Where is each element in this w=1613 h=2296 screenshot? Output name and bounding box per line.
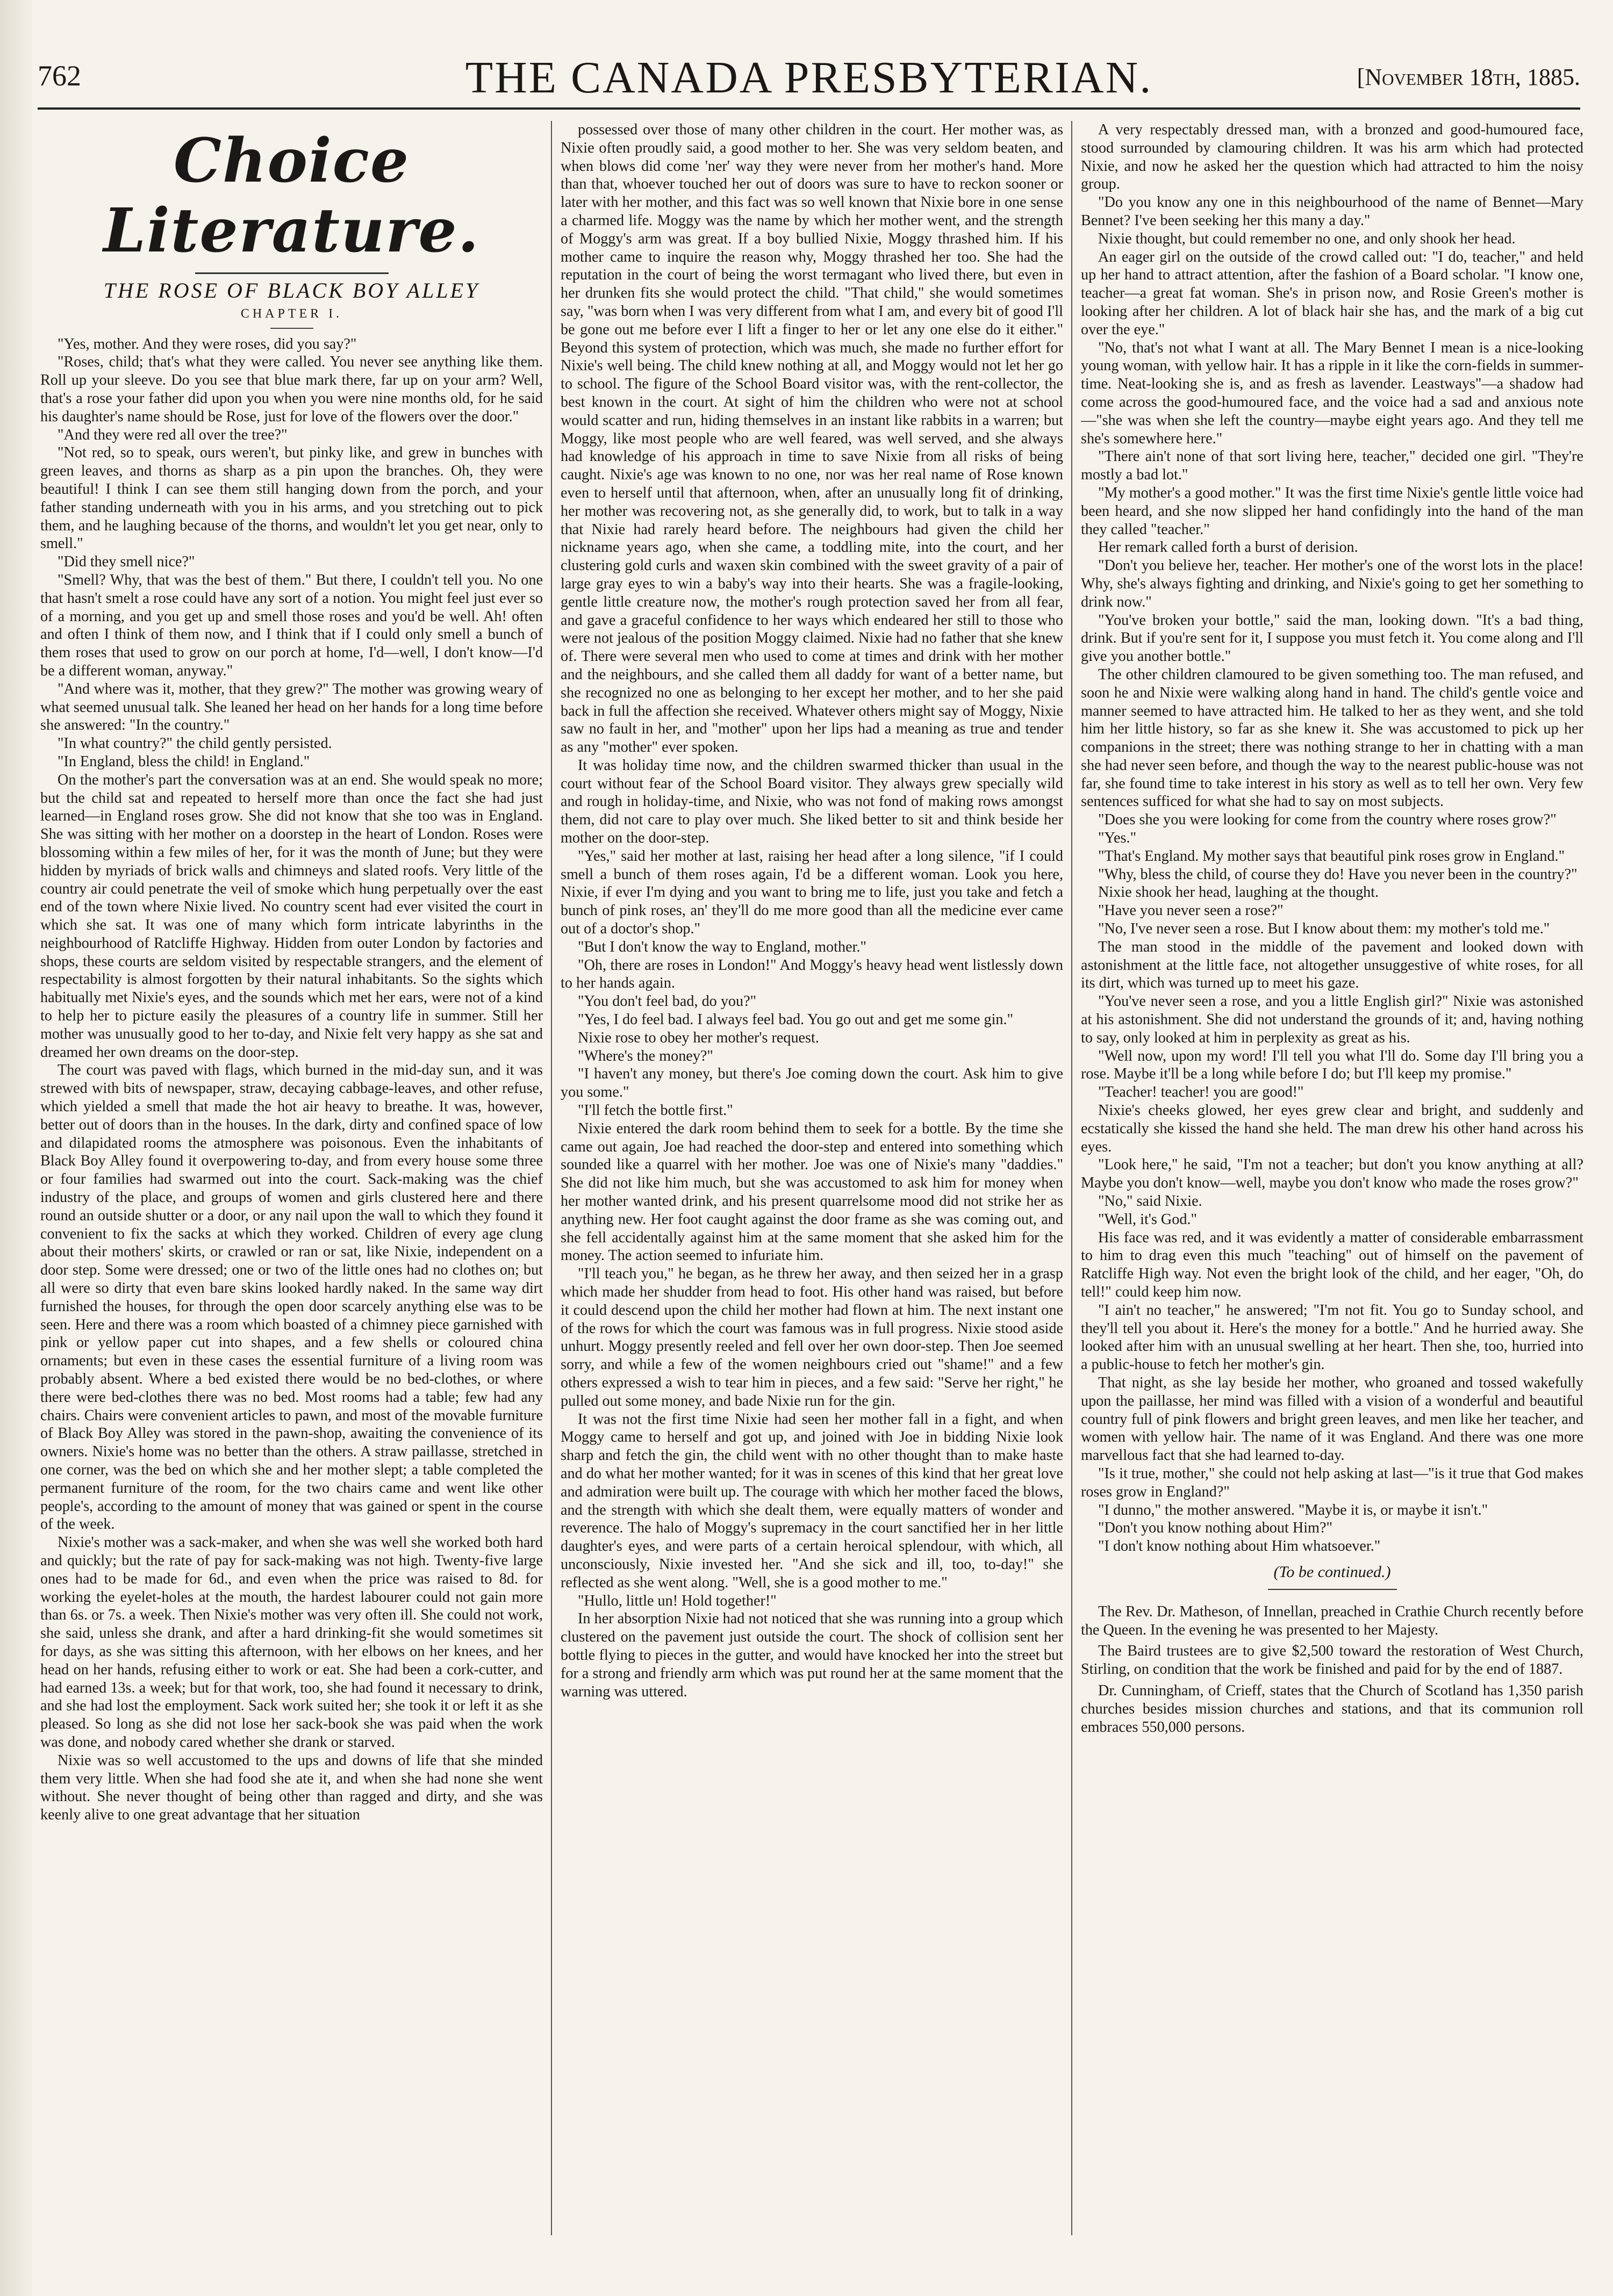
paragraph: "But I don't know the way to England, mother." [578,938,866,955]
paragraph: "Do you know any one in this neighbourhood of the name of Bennet—Mary Bennet? I've been seeking her this many a day." [1081,194,1583,229]
paragraph: "I don't know nothing about Him whatsoever." [1098,1538,1381,1555]
paragraph: "Where's the money?" [578,1047,713,1064]
column-3 [1081,121,1583,2246]
column-2 [561,121,1063,2246]
page-spine-shadow [0,0,32,2296]
page-number: 762 [38,60,81,92]
paragraph: A very respectably dressed man, with a bronzed and good-humoured face, stood surrounded by clamouring children. It was his arm which had protected Nixie, and now he asked her the question which had attracted to him the noisy group. [1081,121,1583,193]
paragraph: "Not red, so to speak, ours weren't, but pinky like, and grew in bunches with green leaves, and thorns as sharp as a pin upon the branches. Oh, they were beautiful! I think I can see them still hanging down from the porch, and your father standing underneath with you in his arms, and you stretching out to pick them, and he laughing because of the thorns, and wouldn't let you get near, only to smell." [40,444,543,552]
paragraph: "Look here," he said, "I'm not a teacher; but don't you know anything at all? Maybe you don't know—well, maybe you don't know who made the roses grow?" [1081,1156,1583,1192]
news-item: The Baird trustees are to give $2,500 toward the restoration of West Church, Stirling, on condition that the work be finished and paid for by the end of 1887. [1081,1643,1583,1678]
paragraph: Nixie's mother was a sack-maker, and when she was well she worked both hard and quickly; but the rate of pay for sack-making was not high. Twenty-five large ones had to be made for 6d., and even when the price was raised to 8d. for working the eyelet-holes at the mouth, the hardest labourer could not gain more than 6s. or 7s. a week. Then Nixie's mother was very often ill. She could not work, she said, unless she drank, and after a hard drinking-fit she would sometimes sit for days, as she was sitting this afternoon, with her elbows on her knees, and her head on her hands, refusing either to work or eat. She had been a cork-cutter, and had earned 13s. a week; but for that work, too, she had found it necessary to drink, and she had lost the employment. Sack work suited her; she took it or left it as she pleased. So long as she did not lose her sack-book she was paid when the work was done, and nobody cared whether she drank or starved. [40,1534,543,1751]
column-3-text [1081,121,1583,1556]
paragraph: "My mother's a good mother." It was the first time Nixie's gentle little voice had been heard, and she now slipped her hand confidingly into the hand of the man they called "teacher." [1081,484,1583,538]
paragraph: His face was red, and it was evidently a matter of considerable embarrassment to him to drag even this much "teaching" out of himself on the pavement of Ratcliffe High way. Not even the bright look of the child, and her eager, "Oh, do tell!" could keep him now. [1081,1229,1583,1300]
paragraph: "Roses, child; that's what they were called. You never see anything like them. Roll up your sleeve. Do you see that blue mark there, far up on your arm? Well, that's a rose your father did upon you when you were nine months old, for he said his daughter's name should be Rose, just for love of the flowers over the door." [40,354,543,425]
column-rule-2 [1071,121,1072,2235]
paragraph: "I'll fetch the bottle first." [578,1102,733,1119]
paragraph: "You've broken your bottle," said the man, looking down. "It's a bad thing, drink. But if you're sent for it, I suppose you must fetch it. You come along and I'll give you another bottle." [1081,611,1583,665]
paragraph: It was not the first time Nixie had seen her mother fall in a fight, and when Moggy came to herself and got up, and joined with Joe in bidding Nixie look sharp and fetch the gin, the child went with no other thought than to make haste and do what her mother wanted; for it was in scenes of this kind that her great love and admiration were built up. The courage with which her mother faced the blows, and the strength with which she dealt them, were equally matters of wonder and reverence. The halo of Moggy's supremacy in the court sanctified her in her little daughter's eyes, and were parts of a certain heroical splendour, with which, all unconsciously, Nixie invested her. "And she sick and ill, too, to-day!" she reflected as she went along. "Well, she is a good mother to me." [561,1410,1063,1591]
page-header [38,48,1580,110]
paragraph: "Smell? Why, that was the best of them." But there, I couldn't tell you. No one that hasn't smelt a rose could have any sort of a notion. You might feel just ever so of a morning, and you get up and smell those roses and you'd be well. Ah! often and often I think of them now, and I think that if I could only smell a bunch of them roses that used to grow on our porch at home, I'd—well, I don't know—I'd be a different woman, anyway." [40,571,543,679]
chapter-heading: CHAPTER I. [40,305,543,329]
paragraph: "In England, bless the child! in England." [58,753,310,770]
paragraph: Nixie rose to obey her mother's request. [578,1029,819,1046]
paragraph: "Teacher! teacher! you are good!" [1098,1084,1304,1101]
paragraph: "No, I've never seen a rose. But I know about them: my mother's told me." [1098,920,1550,938]
paragraph: Her remark called forth a burst of derision. [1098,539,1358,556]
column-2-text [561,121,1063,1701]
paragraph: Nixie shook her head, laughing at the thought. [1098,884,1379,901]
paragraph: "I ain't no teacher," he answered; "I'm not fit. You go to Sunday school, and they'll tell you about it. Here's the money for a bottle." And he hurried away. She looked after him with an unusual swelling at her heart. Then she, too, hurried into a public-house to fetch her mother's gin. [1081,1301,1583,1373]
news-divider [1268,1589,1397,1590]
paragraph: "No," said Nixie. [1098,1193,1202,1210]
paragraph: "I dunno," the mother answered. "Maybe it is, or maybe it isn't." [1098,1501,1488,1518]
paragraph: possessed over those of many other children in the court. Her mother was, as Nixie often proudly said, a good mother to her. She was very seldom beaten, and when blows did come 'ner' way they were never from her mother's hand. More than that, whoever touched her out of doors was sure to have to reckon sooner or later with her mother, and this fact was so well known that Nixie bore in one sense a charmed life. Moggy was the name by which her mother went, and the strength of Moggy's arm was great. If a boy bullied Nixie, Moggy thrashed him. If his mother came to inquire the reason why, Moggy thrashed her too. She had the reputation in the court of being the worst termagant who lived there, but even in her drunken fits she would protect the child. "That child," she would sometimes say, "was born when I was very different from what I am, and every bit of good I'll be gone out me before ever I lift a finger to her or let any one else do it either." Beyond this system of protection, which was much, she made no further effort for Nixie's well being. The child knew nothing at all, and Moggy would not let her go to school. The figure of the School Board visitor was, with the rent-collector, the best known in the court. At sight of him the children who were not at school would scatter and run, hiding themselves in an instant like rabbits in a warren; but Moggy, like most people who are well feared, was well served, and she always had knowledge of his approach in time to save Nixie from all risks of being caught. Nixie's age was known to no one, nor was her real name of Rose known even to herself until that afternoon, when, after an unusually long fit of drinking, her mother was recovering not, as she generally did, to work, but to talk in a way that Nixie had rarely heard before. The neighbours had given the child her nickname years ago, when she came, a toddling mite, into the court, and her clustering gold curls and waxen skin combined with the sweet gravity of a pair of large gray eyes to win a baby's way into their hearts. She was a fragile-looking, gentle little creature now, the mother's rough protection saved her from all fear, and gave a graceful confidence to her ways which endeared her still to those who were not jealous of the position Moggy claimed. Nixie had no father that she knew of. There were several men who used to come at times and drink with her mother and the neighbours, and she called them all daddy for want of a better name, but she recognized no one as belonging to her except her mother, and to her she paid back in full the affection she received. Whatever others might say of Moggy, Nixie saw no fault in her, and "mother" upon her lips had a meaning as true and tender as any "mother" ever spoken. [561,121,1063,756]
masthead: THE CANADA PRESBYTERIAN. [465,53,1153,103]
paragraph: The other children clamoured to be given something too. The man refused, and soon he and Nixie were walking along hand in hand. The child's gentle voice and manner seemed to have attracted him. He talked to her as they went, and she told him her little history, so far as she knew it. She was accustomed to pick up her companions in the street; there was nothing strange to her in chatting with a man she had never seen before, and though the way to the nearest public-house was not far, she found time to take interest in his story as well as to tell her own. Very few sentences sufficed for what she had to say on most subjects. [1081,666,1583,810]
paragraph: Nixie thought, but could remember no one, and only shook her head. [1098,230,1516,247]
paragraph: "I'll teach you," he began, as he threw her away, and then seized her in a grasp which made her shudder from head to foot. His other hand was raised, but before it could descend upon the child her mother had flown at him. The next instant one of the rows for which the court was famous was in full progress. Nixie stood aside unhurt. Moggy presently reeled and fell over her own door-step. Then Joe seemed sorry, and while a few of the women neighbours cried out "shame!" and a few others expressed a wish to tear him in pieces, and a few said: "Serve her right," he pulled out some money, and bade Nixie run for the gin. [561,1265,1063,1409]
issue-date: [November 18th, 1885. [1357,64,1580,90]
paragraph: "Yes," said her mother at last, raising her head after a long silence, "if I could smell a bunch of them roses again, I'd be a different woman. Look you here, Nixie, if ever I'm dying and you want to bring me to life, just you take and fetch a bunch of pink roses, an' they'll do me more good than all the medicine ever came out of a doctor's shop." [561,847,1063,938]
paragraph: "Have you never seen a rose?" [1098,902,1284,919]
paragraph: That night, as she lay beside her mother, who groaned and tossed wakefully upon the paillasse, her mind was filled with a vision of a wonderful and beautiful country full of pink flowers and bright green leaves, and men like her teacher, and women with yellow hair. The name of it was England. And there was one more marvellous fact that she had learned to-day. [1081,1374,1583,1464]
paragraph: "And they were red all over the tree?" [58,426,288,443]
paragraph: "I haven't any money, but there's Joe coming down the court. Ask him to give you some." [561,1066,1063,1101]
paragraph: "In what country?" the child gently persisted. [58,735,332,752]
news-briefs [1081,1603,1583,1737]
paragraph: "There ain't none of that sort living here, teacher," decided one girl. "They're mostly a bad lot." [1081,448,1583,484]
paragraph: "Did they smell nice?" [58,553,195,571]
paragraph: "Don't you know nothing about Him?" [1098,1520,1332,1537]
paragraph: "You've never seen a rose, and you a little English girl?" Nixie was astonished at his astonishment. She did not understand the grounds of it; and, having nothing to say, only looked at him in perplexity as great as his. [1081,993,1583,1046]
paragraph: "And where was it, mother, that they grew?" The mother was growing weary of what seemed unusual talk. She leaned her head on her hands for a long time before she answered: "In the country." [40,680,543,734]
column-rule-1 [551,121,552,2235]
news-item: Dr. Cunningham, of Crieff, states that the Church of Scotland has 1,350 parish churches besides mission churches and stations, and that its communion roll embraces 550,000 persons. [1081,1682,1583,1736]
paragraph: Nixie's cheeks glowed, her eyes grew clear and bright, and suddenly and ecstatically she kissed the hand she held. The man drew his other hand across his eyes. [1081,1102,1583,1155]
paragraph: "That's England. My mother says that beautiful pink roses grow in England." [1098,847,1565,865]
paragraph: "Well now, upon my word! I'll tell you what I'll do. Some day I'll bring you a rose. Maybe it'll be a long while before I do; but I'll keep my promise." [1081,1047,1583,1083]
paragraph: "Oh, there are roses in London!" And Moggy's heavy head went listlessly down to her hands again. [561,956,1063,992]
paragraph: Nixie was so well accustomed to the ups and downs of life that she minded them very little. When she had food she ate it, and when she had none she went without. She never thought of being other than ragged and dirty, and she was keenly alive to one great advantage that her situation [40,1752,543,1824]
to-be-continued: (To be continued.) [1273,1563,1391,1581]
paragraph: "No, that's not what I want at all. The Mary Bennet I mean is a nice-looking young woman, with yellow hair. It has a ripple in it like the corn-fields in summer-time. Neat-looking she is, and as fresh as lavender. Leastways"—a shadow had come across the good-humoured face, and the voice had a sad and anxious note—"she was when she left the country—maybe eight years ago. And they tell me she's somewhere here." [1081,339,1583,447]
paragraph: "Well, it's God." [1098,1211,1197,1228]
news-item: The Rev. Dr. Matheson, of Innellan, preached in Crathie Church recently before the Queen. In the evening he was presented to her Majesty. [1081,1603,1583,1638]
story-title: THE ROSE OF BLACK BOY ALLEY [103,278,480,303]
paragraph: "Is it true, mother," she could not help asking at last—"is it true that God makes roses grow in England?" [1081,1465,1583,1500]
paragraph: "You don't feel bad, do you?" [578,993,757,1010]
paragraph: The court was paved with flags, which burned in the mid-day sun, and it was strewed with bits of newspaper, straw, decaying cabbage-leaves, and other refuse, which yielded a smell that made the hot air heavy to breathe. It was, however, better out of doors than in the houses. In the dark, dirty and confined space of low and dilapidated rooms the atmosphere was poisonous. Even the inhabitants of Black Boy Alley found it overpowering to-day, and from every house some three or four families had swarmed out into the court. Sack-making was the chief industry of the place, and groups of women and girls clustered here and there round an outside shutter or a door, or any nail upon the wall to which they found it convenient to fix the sacks at which they worked. Children of every age clung about their mothers' skirts, or crawled or ran or sat, like Nixie, independent on a door step. Some were dressed; one or two of the little ones had no clothes on; but all were so dirty that even bare skins looked hardly naked. In the same way dirt furnished the houses, for through the open door scarcely anything else was to be seen. Here and there was a room which boasted of a chimney piece garnished with pink or yellow paper cut into shapes, and a few shells or coloured china ornaments; but even in these cases the essential furniture of a living room was probably absent. Where a bed existed there would be no bed-clothes, or where there were bed-clothes there was no bed. Most rooms had a table; few had any chairs. Chairs were convenient articles to pawn, and most of the movable furniture of Black Boy Alley was stored in the pawn-shop, awaiting the convenience of its owners. Nixie's home was no better than the others. A straw paillasse, stretched in one corner, was the bed on which she and her mother slept; a table completed the permanent furniture of the room, for the two chairs came and went like other people's, according to the amount of money that was gained or spent in the course of the week. [40,1062,543,1533]
section-rule [195,272,389,274]
paragraph: On the mother's part the conversation was at an end. She would speak no more; but the child sat and repeated to herself more than once the fact she had just learned—in England roses grow. She did not know that she too was in England. She was sitting with her mother on a doorstep in the heart of London. Roses were blossoming within a few miles of her, for it was the month of June; but they were hidden by myriads of brick walls and chimneys and slated roofs. Very little of the country air could penetrate the veil of smoke which hung perpetually over the east end of the town where Nixie lived. No country scent had ever visited the court in which she sat. It was one of many which form intricate labyrinths in the neighbourhood of Ratcliffe Highway. Hidden from outer London by factories and shops, these courts are seldom visited by respectable strangers, and the element of respectability is almost forgotten by their natural inhabitants. So the sights which habitually met Nixie's eyes, and the sounds which met her ears, were not of a kind to help her to picture easily the pleasures of a country life in summer. Still her mother was unusually good to her to-day, and Nixie felt very happy as she sat and dreamed her own dreams on the door-step. [40,771,543,1061]
section-title: Choice Literature. [103,126,480,266]
paragraph: "Yes." [1098,830,1137,847]
paragraph: An eager girl on the outside of the crowd called out: "I do, teacher," and held up her hand to attract attention, after the fashion of a Board scholar. "I know one, teacher—a great fat woman. She's in prison now, and Rosie Green's mother is looking after her children. A lot of black hair she has, and the mark of a big cut over the eye." [1081,248,1583,338]
paragraph: The man stood in the middle of the pavement and looked down with astonishment at the little face, not altogether unsuggestive of white roses, for all its dirt, which was turned up to meet his gaze. [1081,938,1583,992]
paragraph: "Yes, mother. And they were roses, did you say?" [58,335,357,352]
paragraph: "Hullo, little un! Hold together!" [578,1592,777,1609]
paragraph: In her absorption Nixie had not noticed that she was running into a group which clustered on the pavement just outside the court. The shock of collision sent her bottle flying to pieces in the gutter, and would have knocked her into the street but for a strong and friendly arm which was put round her at the same moment that the warning was uttered. [561,1610,1063,1700]
column-1 [40,121,543,2246]
paragraph: "Does she you were looking for come from the country where roses grow?" [1098,811,1557,829]
paragraph: Nixie entered the dark room behind them to seek for a bottle. By the time she came out again, Joe had reached the door-step and entered into something which sounded like a quarrel with her mother. Joe was one of Nixie's many "daddies." She did not like him much, but she was accustomed to ask him for money when her mother wanted drink, and his present quarrelsome mood did not strike her as anything new. Her foot caught against the door frame as she was coming out, and she fell accidentally against him at the same moment that she asked him for the money. The action seemed to infuriate him. [561,1120,1063,1264]
column-1-text [40,335,543,1824]
paragraph: "Why, bless the child, of course they do! Have you never been in the country?" [1098,866,1578,883]
paragraph: It was holiday time now, and the children swarmed thicker than usual in the court without fear of the School Board visitor. They always grew specially wild and rough in holiday-time, and Nixie, who was not fond of making rows amongst them, did not care to play over much. She liked better to sit and think beside her mother on the door-step. [561,757,1063,847]
paragraph: "Don't you believe her, teacher. Her mother's one of the worst lots in the place! Why, she's always fighting and drinking, and Nixie's going to get her something to drink now." [1081,557,1583,610]
paragraph: "Yes, I do feel bad. I always feel bad. You go out and get me some gin." [578,1011,1014,1028]
